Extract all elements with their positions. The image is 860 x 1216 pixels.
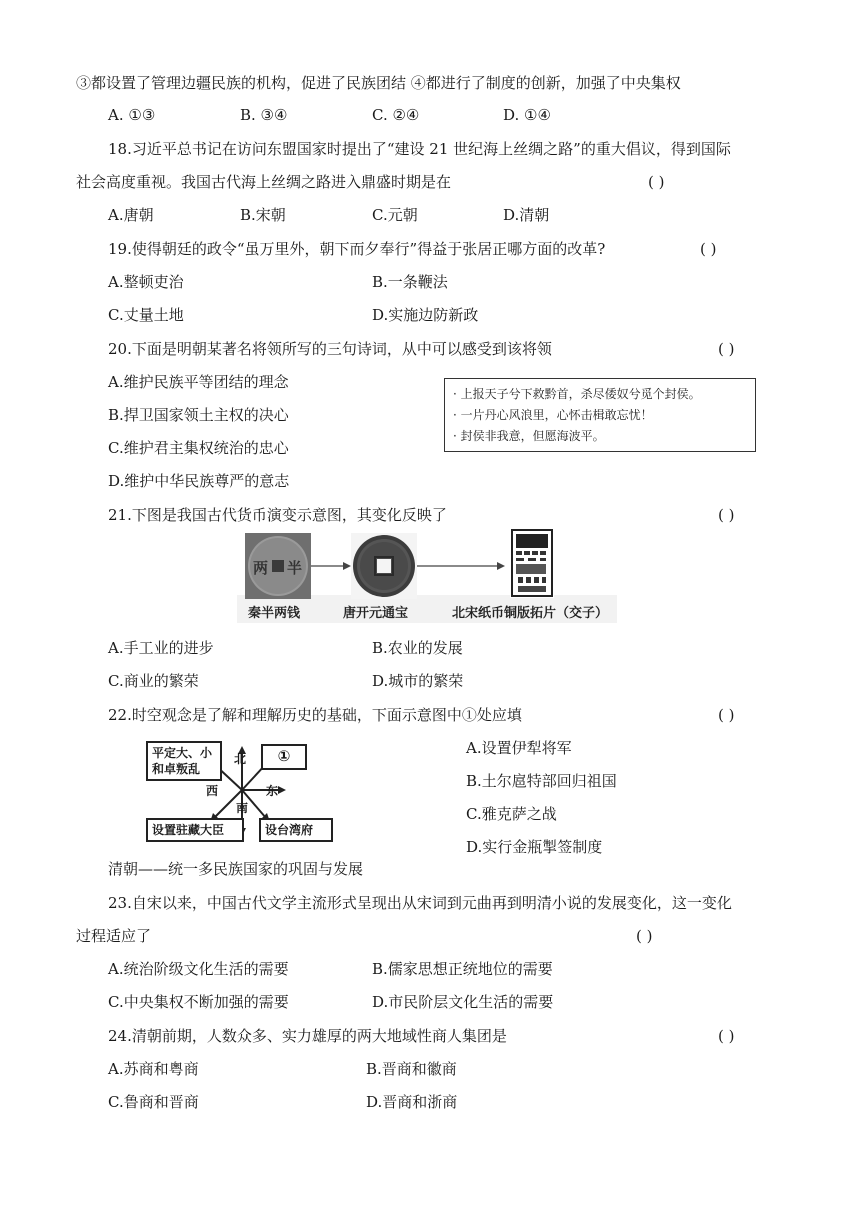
q24-stem: 24.清朝前期，人数众多、实力雄厚的两大地域性商人集团是 [108, 1027, 507, 1045]
box-northwest-line1: 平定大、小 [152, 746, 213, 760]
q20-option-a: A.维护民族平等团结的理念 [108, 373, 289, 391]
prev-option-d: D. ①④ [503, 106, 551, 124]
caption-kaiyuan-tongbao: 唐开元通宝 [343, 606, 409, 621]
box-northwest [146, 741, 222, 781]
label-west: 西 [206, 784, 219, 798]
q18-answer-blank: ( ) [648, 173, 665, 191]
q19-option-a: A.整顿吏治 [108, 273, 184, 291]
q18-stem-line1: 18.习近平总书记在访问东盟国家时提出了“建设 21 世纪海上丝绸之路”的重大倡议，得到国际 [108, 140, 731, 158]
q21-option-b: B.农业的发展 [372, 639, 463, 657]
box-southeast: 设台湾府 [259, 818, 333, 842]
svg-text:半: 半 [287, 559, 303, 577]
q19-option-c: C.丈量土地 [108, 306, 184, 324]
q19-stem: 19.使得朝廷的政令“虽万里外，朝下而夕奉行”得益于张居正哪方面的改革? [108, 240, 606, 258]
q23-option-b: B.儒家思想正统地位的需要 [372, 960, 553, 978]
q19-answer-blank: ( ) [700, 240, 717, 258]
prev-question-line: ③都设置了管理边疆民族的机构，促进了民族团结 ④都进行了制度的创新，加强了中央集权 [76, 74, 681, 92]
q23-option-c: C.中央集权不断加强的需要 [108, 993, 289, 1011]
qin-banliang-coin-image [245, 533, 311, 599]
q18-option-b: B.宋朝 [240, 206, 286, 224]
q24-option-d: D.晋商和浙商 [366, 1093, 458, 1111]
caption-jiaozi: 北宋纸币铜版拓片（交子） [452, 606, 609, 621]
jiaozi-rubbing-image [510, 528, 554, 598]
label-south: 南 [236, 801, 249, 815]
q21-option-a: A.手工业的进步 [108, 639, 214, 657]
q18-stem-line2: 社会高度重视。我国古代海上丝绸之路进入鼎盛时期是在 [76, 173, 452, 191]
label-north: 北 [234, 752, 247, 766]
q23-stem-line2: 过程适应了 [76, 927, 152, 945]
q22-option-b: B.土尔扈特部回归祖国 [466, 772, 617, 790]
box-northwest-line2: 和卓叛乱 [152, 762, 201, 776]
q18-option-c: C.元朝 [372, 206, 418, 224]
q23-option-d: D.市民阶层文化生活的需要 [372, 993, 554, 1011]
arrow-2-icon [417, 561, 505, 571]
q23-answer-blank: ( ) [636, 927, 653, 945]
poem-line-3: · 封侯非我意，但愿海波平。 [453, 429, 605, 443]
q22-diagram-caption: 清朝——统一多民族国家的巩固与发展 [108, 860, 364, 878]
q24-answer-blank: ( ) [718, 1027, 735, 1045]
caption-qin-banliang: 秦半两钱 [248, 606, 301, 621]
q20-option-c: C.维护君主集权统治的忠心 [108, 439, 289, 457]
poem-line-1: · 上报天子兮下救黔首，杀尽倭奴兮觅个封侯。 [453, 387, 701, 401]
q18-option-a: A.唐朝 [108, 206, 154, 224]
q20-stem: 20.下面是明朝某著名将领所写的三句诗词，从中可以感受到该将领 [108, 340, 552, 358]
q18-option-d: D.清朝 [503, 206, 550, 224]
q21-option-c: C.商业的繁荣 [108, 672, 199, 690]
poem-box [444, 378, 756, 452]
q19-option-b: B.一条鞭法 [372, 273, 448, 291]
q23-option-a: A.统治阶级文化生活的需要 [108, 960, 289, 978]
q22-option-a: A.设置伊犁将军 [466, 739, 572, 757]
svg-text:两: 两 [253, 559, 269, 577]
label-east: 东 [266, 784, 279, 798]
box-southwest: 设置驻藏大臣 [146, 818, 244, 842]
q23-stem-line1: 23.自宋以来，中国古代文学主流形式呈现出从宋词到元曲再到明清小说的发展变化，这一变化 [108, 894, 732, 912]
q19-option-d: D.实施边防新政 [372, 306, 479, 324]
prev-option-c: C. ②④ [372, 106, 420, 124]
q21-stem: 21.下图是我国古代货币演变示意图，其变化反映了 [108, 506, 447, 524]
poem-line-2: · 一片丹心风浪里，心怀击楫敢忘忧！ [453, 408, 653, 422]
arrow-1-icon [311, 561, 351, 571]
q20-option-b: B.捍卫国家领土主权的决心 [108, 406, 289, 424]
q22-answer-blank: ( ) [718, 706, 735, 724]
q22-stem: 22.时空观念是了解和理解历史的基础，下面示意图中①处应填 [108, 706, 522, 724]
q21-option-d: D.城市的繁荣 [372, 672, 464, 690]
q22-option-c: C.雅克萨之战 [466, 805, 557, 823]
q24-option-a: A.苏商和粤商 [108, 1060, 199, 1078]
box-northeast-blank: ① [261, 744, 307, 770]
prev-option-a: A. ①③ [108, 106, 156, 124]
q20-answer-blank: ( ) [718, 340, 735, 358]
q20-option-d: D.维护中华民族尊严的意志 [108, 472, 290, 490]
q24-option-b: B.晋商和徽商 [366, 1060, 457, 1078]
kaiyuan-tongbao-coin-image [351, 533, 417, 599]
q24-option-c: C.鲁商和晋商 [108, 1093, 199, 1111]
q21-answer-blank: ( ) [718, 506, 735, 524]
prev-option-b: B. ③④ [240, 106, 288, 124]
q22-option-d: D.实行金瓶掣签制度 [466, 838, 603, 856]
